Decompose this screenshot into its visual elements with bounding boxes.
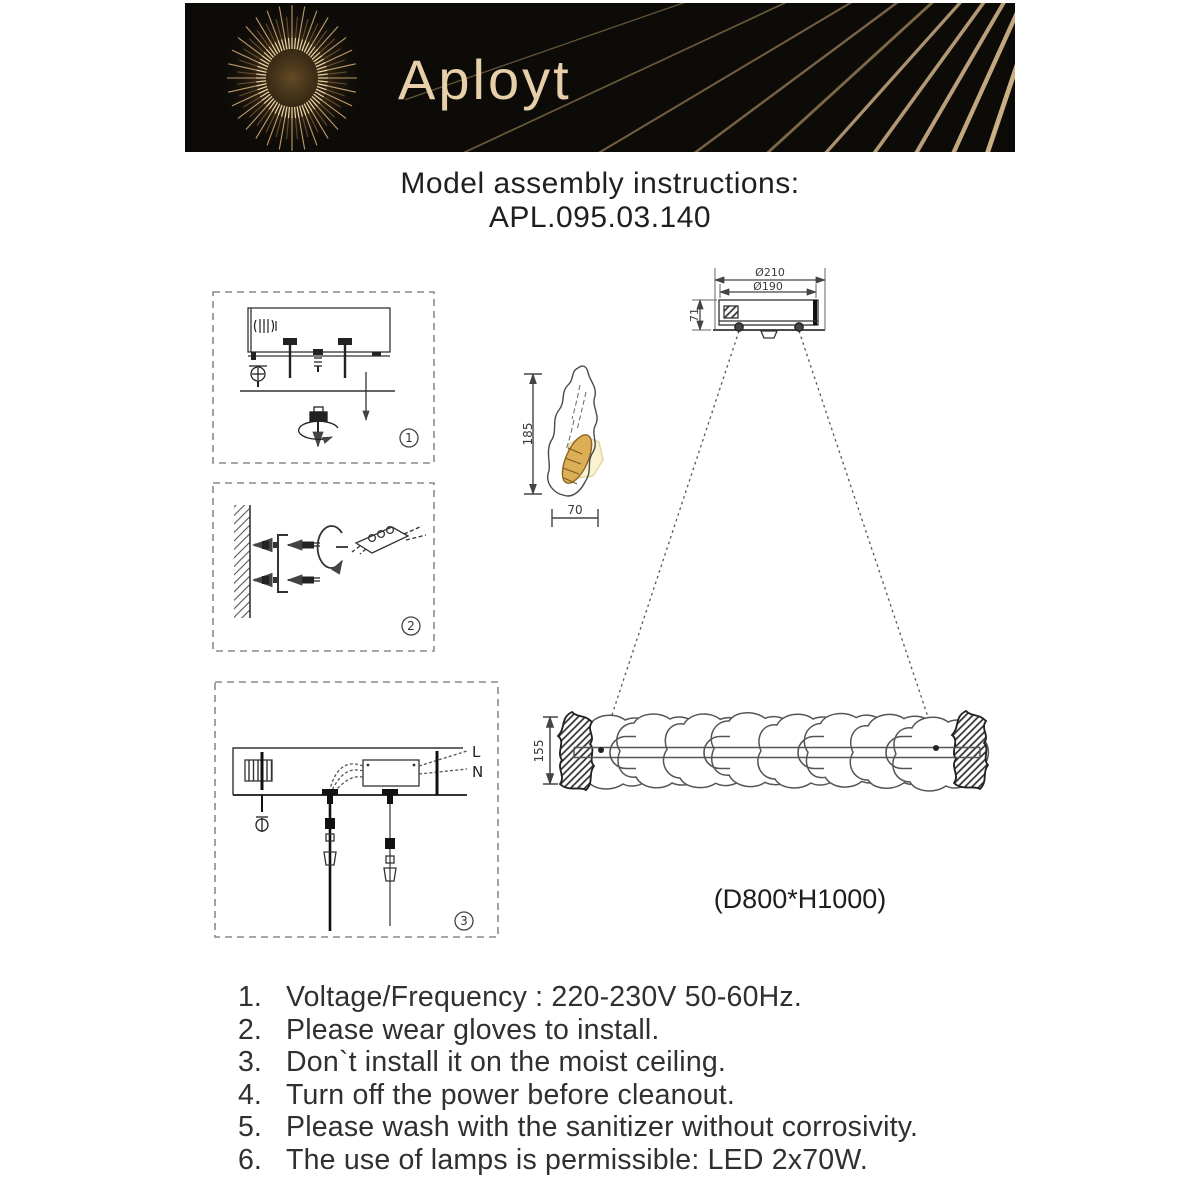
instruction-list: [238, 981, 1018, 1177]
crystal-side-view: [524, 366, 603, 527]
instruction-number: 3.: [238, 1046, 262, 1079]
instruction-number: 4.: [238, 1078, 262, 1111]
pendant-ring: [543, 710, 988, 790]
instruction-text: Turn off the power before cleanout.: [286, 1078, 736, 1111]
instruction-item: [238, 1079, 1018, 1112]
step2-diagram: [213, 483, 434, 651]
spring-clip-icon: [255, 319, 277, 333]
model-number: APL.095.03.140: [488, 201, 712, 234]
wire-neutral-label: N: [472, 763, 484, 781]
screw-icon: [256, 817, 268, 832]
dim-ring-height: 155: [532, 739, 546, 763]
step1-number: 1: [405, 431, 413, 445]
dim-crystal-width: 70: [567, 503, 583, 517]
dim-canopy-inner: Ø190: [753, 280, 783, 293]
instruction-item: [238, 1014, 1018, 1047]
rotating-screw-icon: [299, 407, 338, 446]
instruction-number: 6.: [238, 1143, 262, 1176]
pendant-canopy: [601, 268, 937, 748]
step3-number: 3: [460, 914, 468, 928]
brand-logo-text: Aployt: [398, 48, 572, 111]
instruction-text: Voltage/Frequency : 220-230V 50-60Hz.: [286, 981, 802, 1013]
instruction-item: [238, 1111, 1018, 1144]
wire-live-label: L: [472, 743, 481, 761]
instruction-text: The use of lamps is permissible: LED 2x70W.: [286, 1143, 868, 1176]
instruction-text: Don`t install it on the moist ceiling.: [286, 1046, 727, 1079]
instruction-item: [238, 1046, 1018, 1079]
dim-canopy-outer: Ø210: [755, 266, 785, 279]
step1-diagram: [213, 292, 434, 463]
ring-endcap-right: [952, 711, 988, 789]
page-title: Model assembly instructions:: [400, 167, 800, 200]
overall-dimensions-label: (D800*H1000): [713, 884, 887, 914]
instruction-text: Please wash with the sanitizer without corrosivity.: [286, 1111, 919, 1144]
step2-number: 2: [407, 619, 415, 633]
ring-endcap-left: [558, 712, 594, 790]
instruction-item: [238, 1144, 1018, 1177]
step3-diagram: [215, 682, 498, 937]
instruction-item: [238, 981, 1018, 1014]
dim-crystal-height: 185: [521, 422, 535, 446]
dim-canopy-height: 71: [688, 308, 701, 322]
instruction-number: 2.: [238, 1013, 262, 1046]
instruction-number: 5.: [238, 1111, 262, 1144]
instruction-text: Please wear gloves to install.: [286, 1013, 660, 1046]
terminal-block-icon: [352, 526, 426, 554]
instruction-number: 1.: [238, 981, 262, 1013]
screw-icon: [249, 366, 267, 387]
